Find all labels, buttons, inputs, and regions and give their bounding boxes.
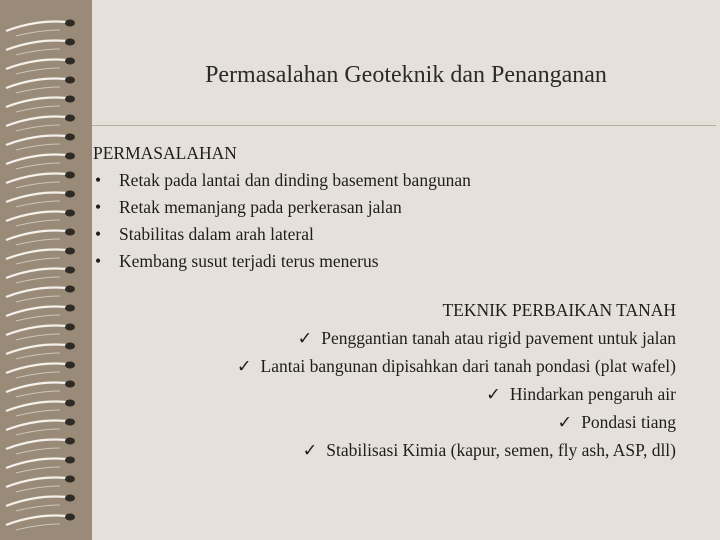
list-item — [237, 324, 676, 352]
spiral-ring — [65, 153, 75, 160]
spiral-ring — [65, 229, 75, 236]
spiral-shadow-line — [16, 87, 60, 93]
spiral-ring — [65, 286, 75, 293]
spiral-ring — [65, 58, 75, 65]
list-item-text: Kembang susut terjadi terus menerus — [119, 251, 379, 271]
spiral-ring — [65, 495, 75, 502]
spiral-shadow-line — [16, 334, 60, 340]
fixes-list — [237, 324, 676, 464]
left-decorative-panel — [0, 0, 92, 540]
spiral-ring — [65, 248, 75, 255]
list-item-text: Stabilitas dalam arah lateral — [119, 224, 314, 244]
spiral-shadow-line — [16, 448, 60, 454]
fixes-section — [237, 296, 676, 464]
spiral-ring — [65, 115, 75, 122]
spiral-ring — [65, 305, 75, 312]
spiral-ring — [65, 514, 75, 521]
spiral-shadow-line — [16, 201, 60, 207]
spiral-ring — [65, 438, 75, 445]
spiral-shadow-line — [16, 524, 60, 530]
fixes-heading: TEKNIK PERBAIKAN TANAH — [442, 300, 676, 320]
list-item — [237, 436, 676, 464]
spiral-shadow-line — [16, 429, 60, 435]
list-item-text: Stabilisasi Kimia (kapur, semen, fly ash, ASP, dll) — [326, 440, 676, 460]
spiral-shadow-line — [16, 163, 60, 169]
checkmark-icon: ✓ — [297, 328, 313, 348]
spiral-shadow-line — [16, 391, 60, 397]
problems-section — [93, 140, 471, 275]
problems-list — [93, 167, 471, 275]
spiral-shadow-line — [16, 30, 60, 36]
spiral-shadow-line — [16, 505, 60, 511]
list-item — [93, 194, 471, 221]
list-item — [93, 248, 471, 275]
spiral-shadow-line — [16, 144, 60, 150]
spiral-ring — [65, 172, 75, 179]
list-item — [237, 408, 676, 436]
list-item-text: Lantai bangunan dipisahkan dari tanah pondasi (plat wafel) — [260, 356, 676, 376]
spiral-shadow-line — [16, 372, 60, 378]
spiral-shadow-line — [16, 296, 60, 302]
spiral-ring — [65, 457, 75, 464]
checkmark-icon: ✓ — [302, 440, 318, 460]
spiral-shadow-line — [16, 277, 60, 283]
spiral-shadow-line — [16, 258, 60, 264]
spiral-shadow-line — [16, 125, 60, 131]
spiral-ring — [65, 362, 75, 369]
spiral-ring — [65, 77, 75, 84]
spiral-binding-decoration — [0, 0, 92, 540]
checkmark-icon: ✓ — [486, 384, 501, 404]
spiral-ring — [65, 39, 75, 46]
spiral-ring — [65, 191, 75, 198]
spiral-ring — [65, 210, 75, 217]
spiral-ring — [65, 476, 75, 483]
spiral-shadow-line — [16, 220, 60, 226]
list-item — [93, 221, 471, 248]
list-item-text: Pondasi tiang — [581, 412, 676, 432]
spiral-shadow-line — [16, 49, 60, 55]
bullet-icon: • — [95, 251, 102, 271]
spiral-ring — [65, 419, 75, 426]
list-item — [237, 352, 676, 380]
bullet-icon: • — [95, 224, 102, 244]
checkmark-icon: ✓ — [557, 412, 573, 432]
list-item — [237, 380, 676, 408]
spiral-shadow-line — [16, 486, 60, 492]
spiral-shadow-line — [16, 239, 60, 245]
spiral-ring — [65, 96, 75, 103]
problems-heading: PERMASALAHAN — [93, 143, 237, 163]
title-divider — [92, 125, 716, 126]
spiral-ring — [65, 381, 75, 388]
bullet-icon: • — [95, 170, 102, 190]
spiral-shadow-line — [16, 68, 60, 74]
spiral-ring — [65, 267, 75, 274]
bullet-icon: • — [95, 197, 102, 217]
spiral-ring — [65, 20, 75, 27]
list-item-text: Retak memanjang pada perkerasan jalan — [119, 197, 402, 217]
spiral-shadow-line — [16, 410, 60, 416]
spiral-ring — [65, 324, 75, 331]
list-item-text: Retak pada lantai dan dinding basement bangunan — [119, 170, 471, 190]
slide-title: Permasalahan Geoteknik dan Penanganan — [205, 62, 607, 88]
spiral-shadow-line — [16, 182, 60, 188]
spiral-ring — [65, 134, 75, 141]
checkmark-icon: ✓ — [236, 356, 252, 376]
spiral-shadow-line — [16, 467, 60, 473]
list-item — [93, 167, 471, 194]
list-item-text: Hindarkan pengaruh air — [509, 384, 676, 404]
list-item-text: Penggantian tanah atau rigid pavement untuk jalan — [321, 328, 676, 348]
spiral-ring — [65, 343, 75, 350]
spiral-ring — [65, 400, 75, 407]
spiral-shadow-line — [16, 353, 60, 359]
spiral-shadow-line — [16, 106, 60, 112]
spiral-shadow-line — [16, 315, 60, 321]
